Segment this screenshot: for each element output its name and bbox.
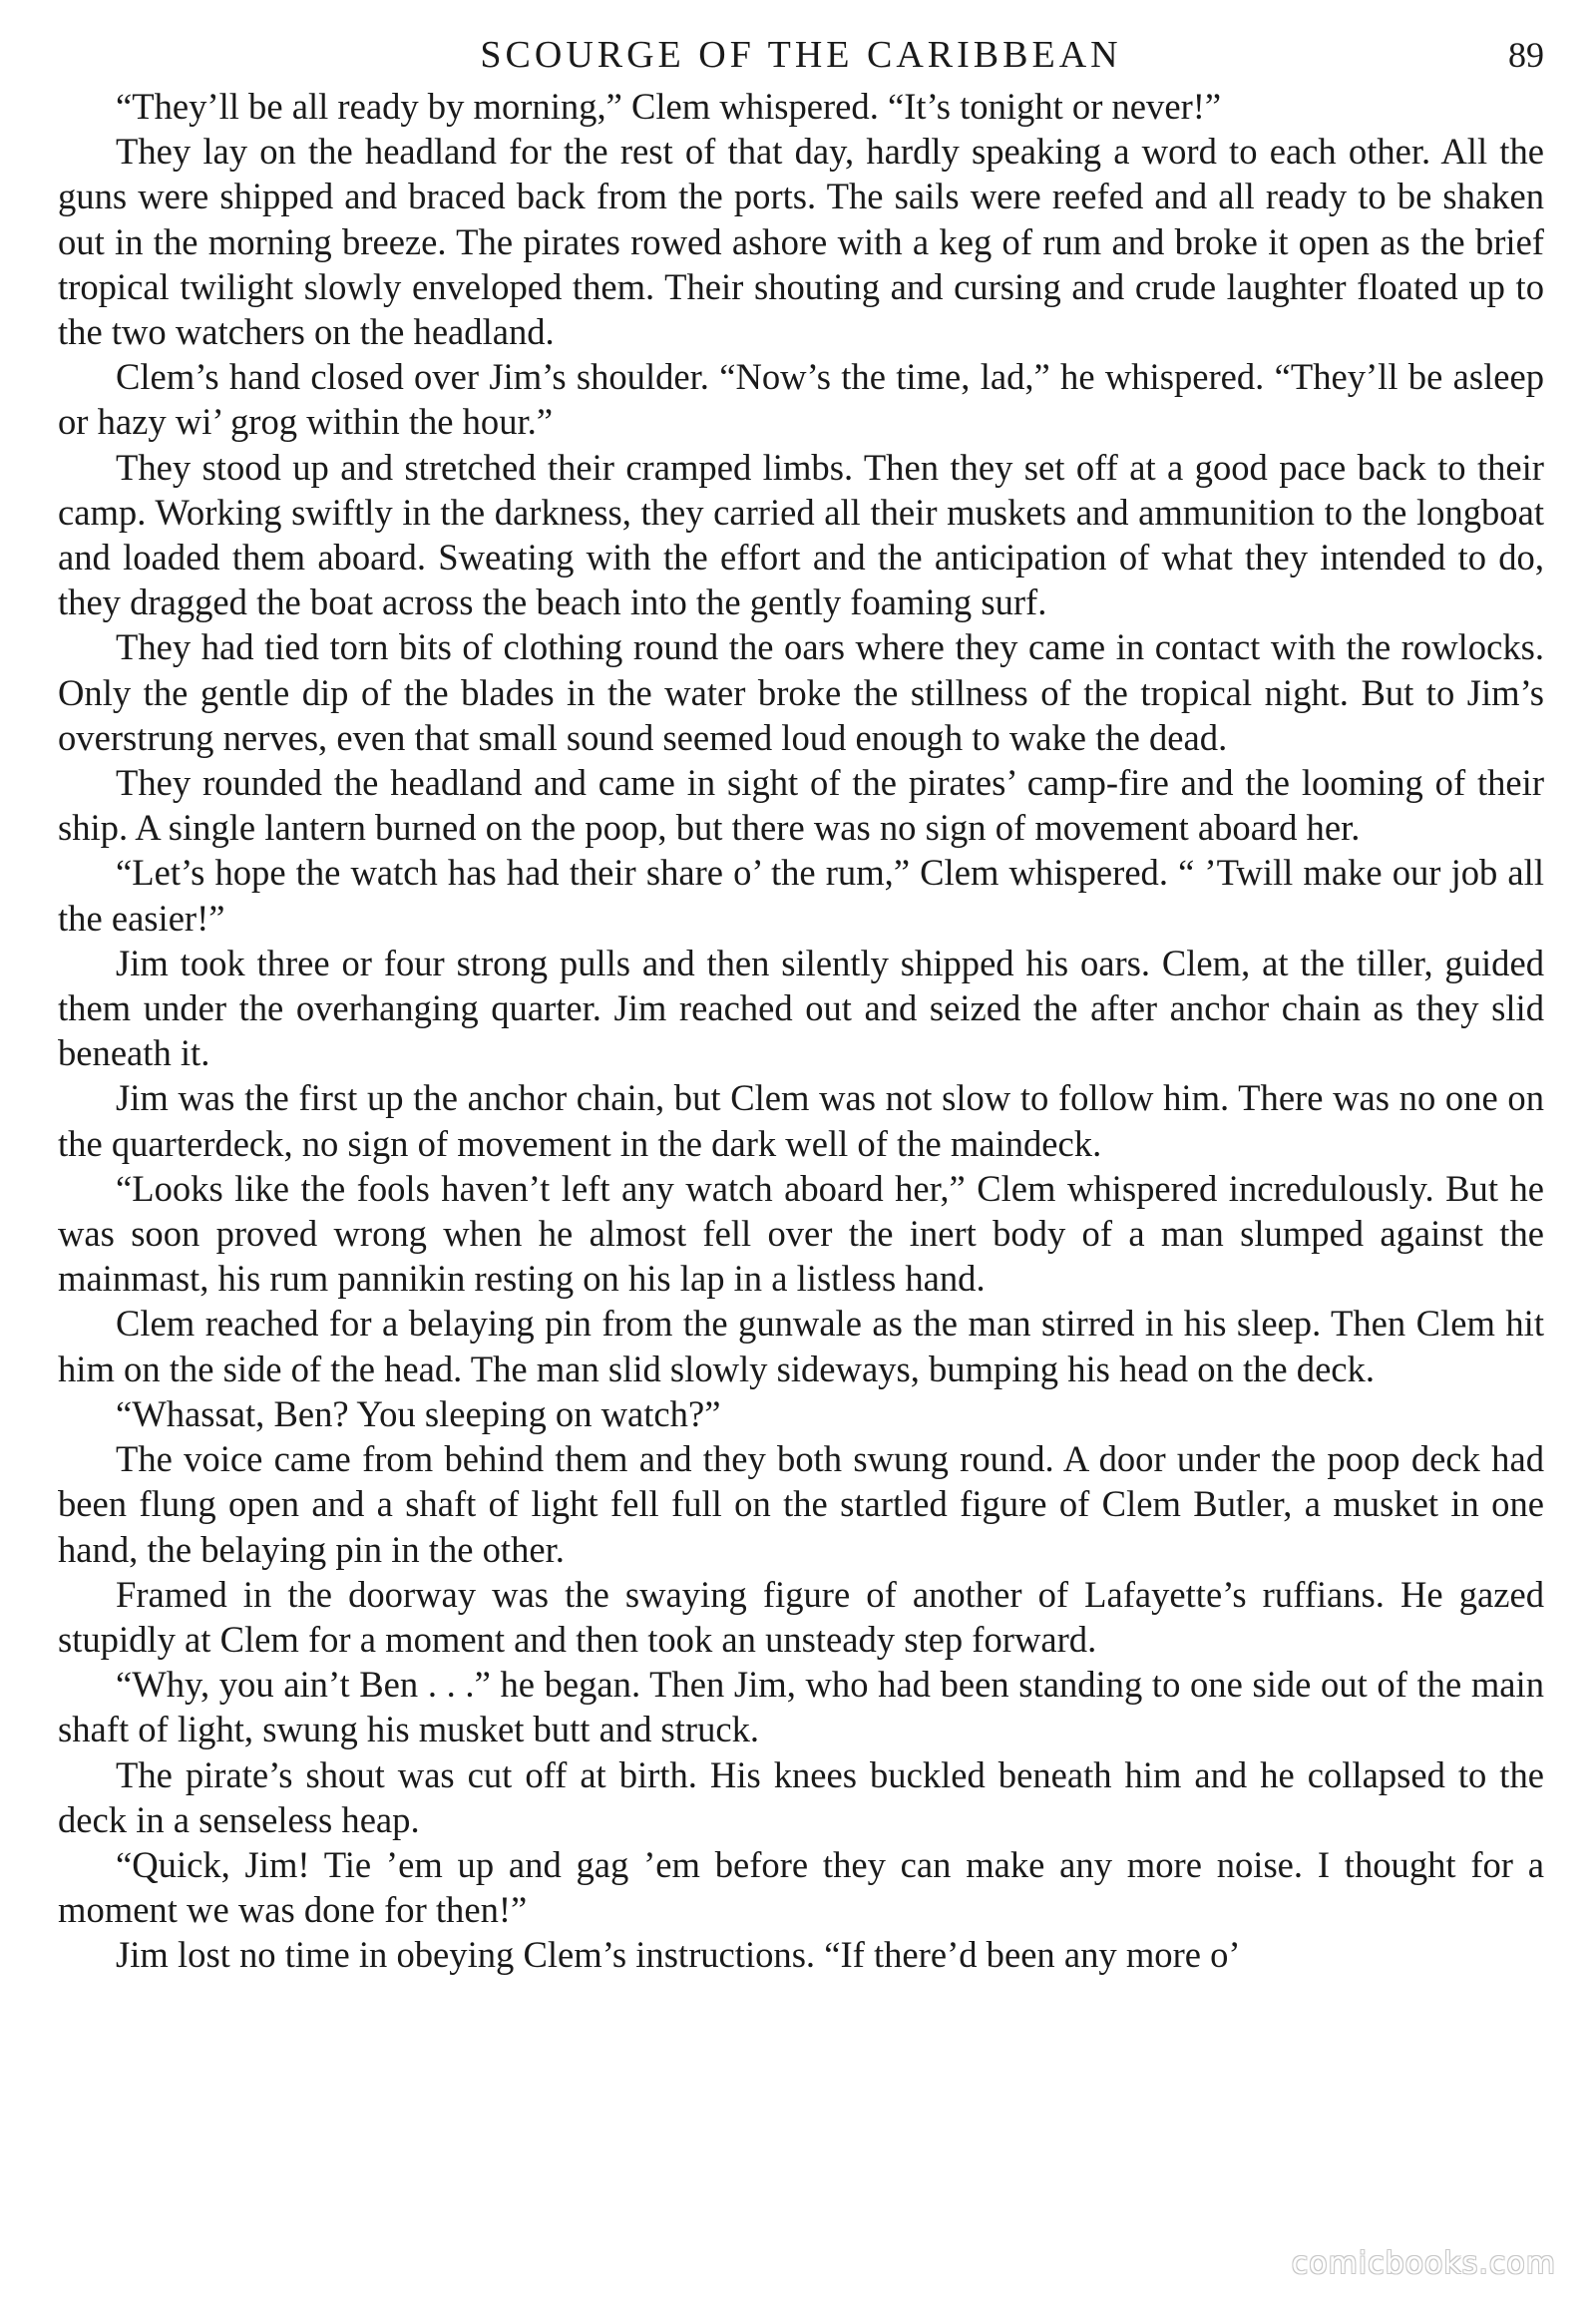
site-watermark: comicbooks.com <box>1291 2246 1556 2281</box>
paragraph: The voice came from behind them and they both swung round. A door under the poop deck had been flung open and a shaft of light fell full on the startled figure of Clem Butler, a musket in one hand, the belaying pin in the other. <box>58 1438 1544 1570</box>
paragraph: “Looks like the fools haven’t left any watch aboard her,” Clem whispered incredulously. But he was soon proved wrong when he almost fell over the inert body of a man slumped against the mainmast, his rum pannikin resting on his lap in a listless hand. <box>58 1167 1544 1300</box>
paragraph: Jim took three or four strong pulls and then silently shipped his oars. Clem, at the tiller, guided them under the overhanging quarter. Jim reached out and seized the after anchor chain as they slid beneath it. <box>58 942 1544 1074</box>
paragraph: Clem’s hand closed over Jim’s shoulder. “Now’s the time, lad,” he whispered. “They’ll be asleep or hazy wi’ grog within the hour.” <box>58 356 1544 443</box>
paragraph: Jim was the first up the anchor chain, but Clem was not slow to follow him. There was no one on the quarterdeck, no sign of movement in the dark well of the maindeck. <box>58 1077 1544 1164</box>
paragraph: Clem reached for a belaying pin from the gunwale as the man stirred in his sleep. Then Clem hit him on the side of the head. The man slid slowly sideways, bumping his head on the deck. <box>58 1303 1544 1389</box>
paragraph: “Whassat, Ben? You sleeping on watch?” <box>116 1392 721 1434</box>
paragraph: “Quick, Jim! Tie ’em up and gag ’em before they can make any more noise. I thought for a moment we was done for then!” <box>58 1843 1544 1931</box>
paragraph: “Let’s hope the watch has had their share o’ the rum,” Clem whispered. “ ’Twill make our job all the easier!” <box>58 852 1544 939</box>
paragraph: They stood up and stretched their cramped limbs. Then they set off at a good pace back to their camp. Working swiftly in the darkness, they carried all their muskets and ammunition to the longboat and loaded them aboard. Sweating with the effort and the anticipation of what they intended to do, they dragged the boat across the beach into the gently foaming surf. <box>58 446 1544 623</box>
running-head: SCOURGE OF THE CARIBBEAN <box>480 34 1122 76</box>
page-header <box>58 26 1544 84</box>
paragraph: They had tied torn bits of clothing round the oars where they came in contact with the rowlocks. Only the gentle dip of the blades in the water broke the stillness of the tropical night. But to Jim’s overstrung nerves, even that small sound seemed loud enough to wake the dead. <box>58 626 1544 758</box>
paragraph: Framed in the doorway was the swaying figure of another of Lafayette’s ruffians. He gazed stupidly at Clem for a moment and then took an unsteady step forward. <box>58 1573 1544 1660</box>
page-number: 89 <box>1508 35 1544 75</box>
body-text <box>58 84 1544 1978</box>
book-page <box>58 26 1544 1978</box>
paragraph: The pirate’s shout was cut off at birth. His knees buckled beneath him and he collapsed to the deck in a senseless heap. <box>58 1753 1544 1840</box>
paragraph: Jim lost no time in obeying Clem’s instructions. “If there’d been any more o’ <box>116 1934 1241 1976</box>
paragraph: They lay on the headland for the rest of that day, hardly speaking a word to each other. All the guns were shipped and braced back from the ports. The sails were reefed and all ready to be shaken out in the morning breeze. The pirates rowed ashore with a keg of rum and broke it open as the brief tropical twilight slowly enveloped them. Their shouting and cursing and crude laughter floated up to the two watchers on the headland. <box>58 131 1544 353</box>
paragraph: They rounded the headland and came in sight of the pirates’ camp-fire and the looming of their ship. A single lantern burned on the poop, but there was no sign of movement aboard her. <box>58 762 1544 849</box>
paragraph: “They’ll be all ready by morning,” Clem whispered. “It’s tonight or never!” <box>116 86 1222 127</box>
paragraph: “Why, you ain’t Ben . . .” he began. Then Jim, who had been standing to one side out of the main shaft of light, swung his musket butt and struck. <box>58 1664 1544 1750</box>
